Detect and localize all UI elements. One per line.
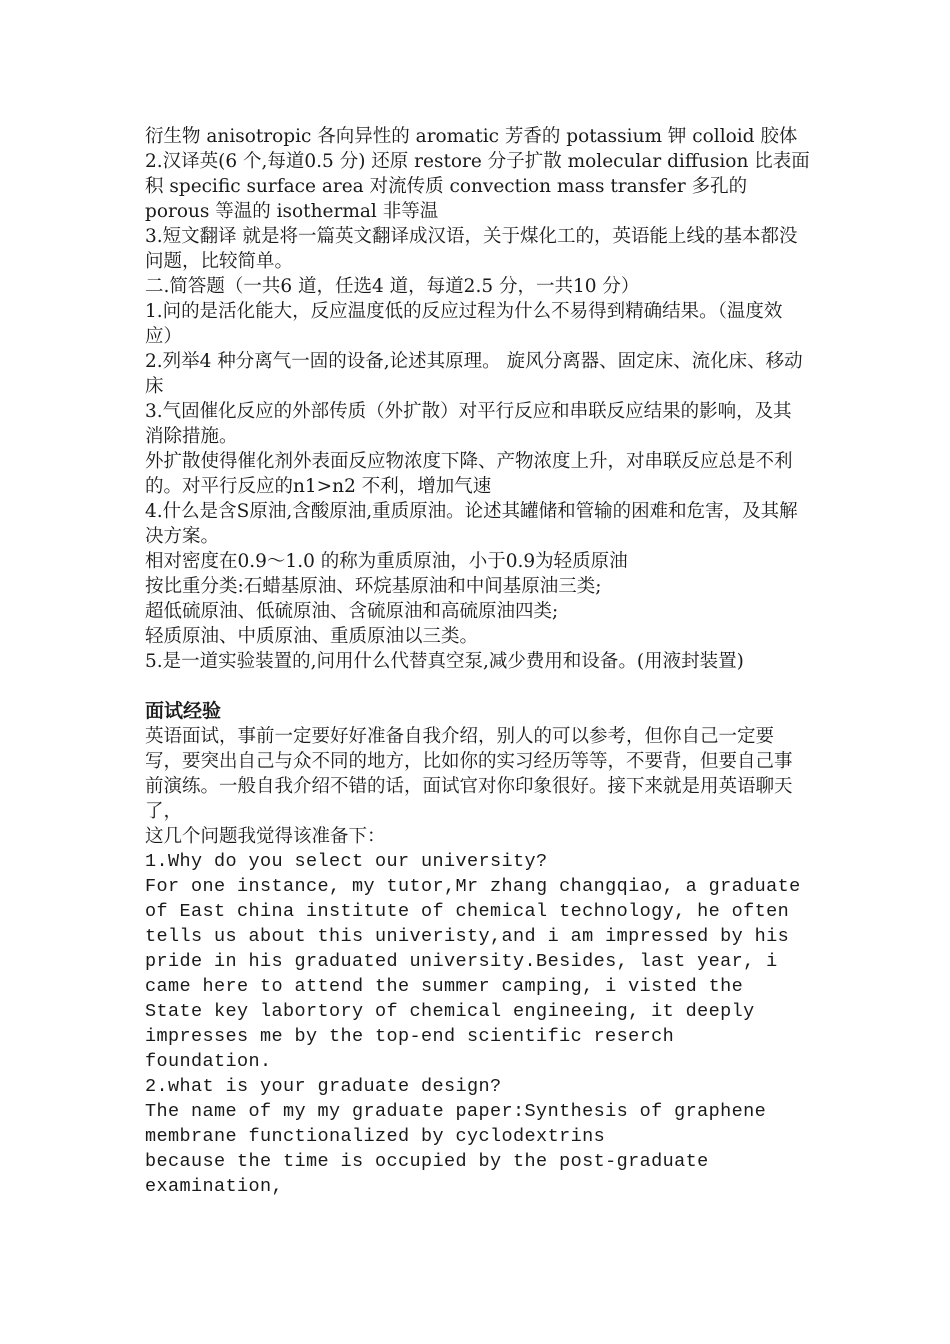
paragraph-interview-intro: 英语面试，事前一定要好好准备自我介绍，别人的可以参考，但你自己一定要写，要突出自己与众不同的地方，比如你的实习经历等等，不要背，但要自己事前演练。一般自我介绍不错的话，面试官对你印象很好。接下来就是用英语聊天了， <box>145 726 793 822</box>
paragraph-answer-4-gravity: 按比重分类:石蜡基原油、环烷基原油和中间基原油三类; <box>145 576 602 597</box>
paragraph-answer-4-sulfur: 超低硫原油、低硫原油、含硫原油和高硫原油四类; <box>145 601 559 622</box>
paragraph-vocabulary: 衍生物 anisotropic 各向异性的 aromatic 芳香的 potassium 钾 colloid 胶体 2.汉译英(6 个,每道0.5 分) 还原 restore 分子扩散 molecular diffusion 比表面积 specific surface area 对流传质 convection mass transfer 多孔的 porous 等温的 isothermal 非等温 <box>145 126 810 222</box>
paragraph-english-question-2: 2.what is your graduate design? <box>145 1076 502 1097</box>
paragraph-question-4: 4.什么是含S原油,含酸原油,重质原油。论述其罐储和管输的困难和危害，及其解决方案。 <box>145 501 798 547</box>
section-heading-interview: 面试经验 <box>145 700 222 722</box>
paragraph-answer-4-density-classes: 轻质原油、中质原油、重质原油以三类。 <box>145 626 479 647</box>
paragraph-answer-4-density: 相对密度在0.9～1.0 的称为重质原油，小于0.9为轻质原油 <box>145 551 628 572</box>
paragraph-short-answer-header: 二.简答题（一共6 道，任选4 道，每道2.5 分，一共10 分） <box>145 276 640 297</box>
paragraph-english-question-1: 1.Why do you select our university? <box>145 851 548 872</box>
paragraph-short-translation: 3.短文翻译 就是将一篇英文翻译成汉语，关于煤化工的，英语能上线的基本都没问题，比较简单。 <box>145 226 798 272</box>
document-body <box>145 124 810 1199</box>
paragraph-question-3: 3.气固催化反应的外部传质（外扩散）对平行反应和串联反应结果的影响，及其消除措施。 <box>145 401 792 447</box>
paragraph-english-answer-2: The name of my my graduate paper:Synthesis of graphene membrane functionalized by cyclodextrins <box>145 1101 767 1147</box>
paragraph-question-2: 2.列举4 种分离气一固的设备,论述其原理。 旋风分离器、固定床、流化床、移动床 <box>145 351 803 397</box>
paragraph-english-answer-1: For one instance, my tutor,Mr zhang changqiao, a graduate of East china institute of chemical technology, he often tells us about this univeristy,and i am impressed by his pride in his graduated university.Besides, last year, i came here to attend the summer camping, i visted the State key labortory of chemical engineeing, it deeply impresses me by the top-end scientific reserch foundation. <box>145 876 801 1072</box>
paragraph-question-1: 1.问的是活化能大，反应温度低的反应过程为什么不易得到精确结果。（温度效应） <box>145 301 783 347</box>
paragraph-answer-3: 外扩散使得催化剂外表面反应物浓度下降、产物浓度上升，对串联反应总是不利的。对平行反应的n1>n2 不利，增加气速 <box>145 451 793 497</box>
paragraph-english-answer-2-continued: because the time is occupied by the post-graduate examination, <box>145 1151 709 1197</box>
paragraph-interview-prep: 这几个问题我觉得该准备下： <box>145 826 386 847</box>
paragraph-question-5: 5.是一道实验装置的,问用什么代替真空泵,减少费用和设备。(用液封装置) <box>145 651 744 672</box>
